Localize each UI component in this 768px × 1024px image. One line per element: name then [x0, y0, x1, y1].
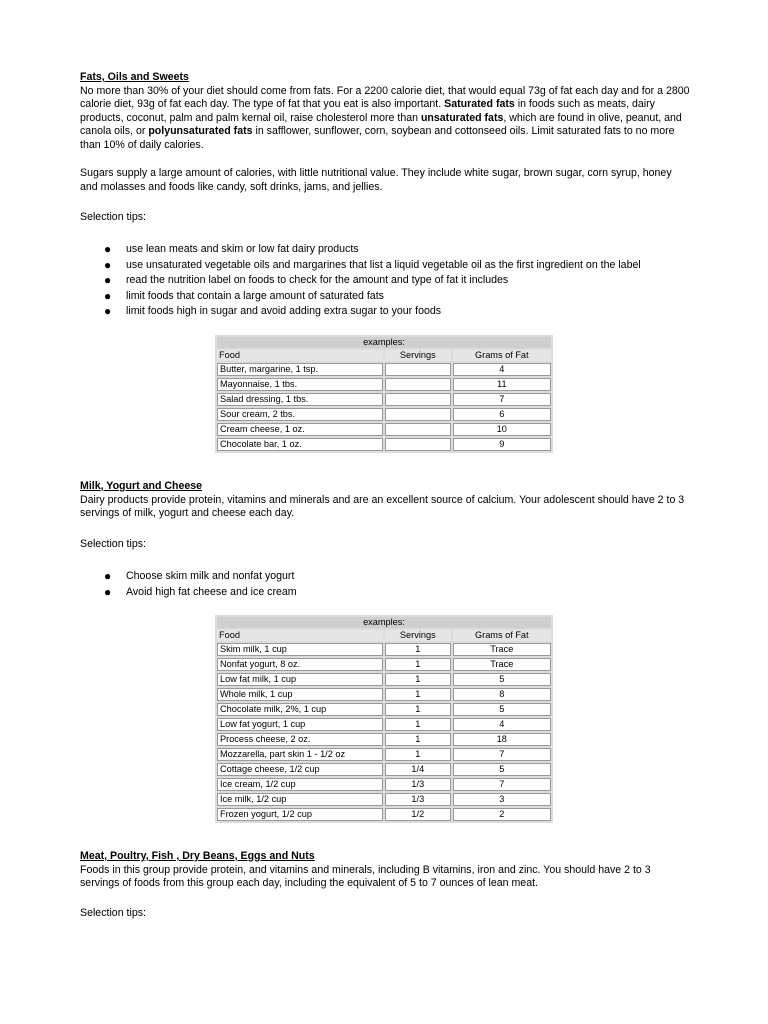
- bullet-icon: ●: [104, 304, 112, 319]
- bullet-icon: ●: [104, 584, 112, 599]
- selection-tips-label: Selection tips:: [80, 211, 146, 223]
- cell-servings: 1: [385, 703, 451, 716]
- cell-grams-of-fat: 4: [453, 363, 551, 376]
- cell-grams-of-fat: 5: [453, 703, 551, 716]
- cell-servings: 1: [385, 718, 451, 731]
- bullet-icon: ●: [104, 273, 112, 288]
- table-row: [217, 658, 551, 671]
- cell-servings: 1: [385, 733, 451, 746]
- list-item: ● Choose skim milk and nonfat yogurt: [104, 569, 295, 583]
- bullet-icon: ●: [104, 288, 112, 303]
- cell-food: Chocolate bar, 1 oz.: [217, 438, 383, 451]
- section-paragraph: No more than 30% of your diet should come from fats. For a 2200 calorie diet, that would equal 73g of fat each day and for a 2800 calorie diet, 93g of fat each day. The type of fat that you eat is also important. Saturated fats in foods such as meats, dairy products, coconut, palm and palm kernal oil, raise cholesterol more than unsaturated fats, which are found in olive, peanut, and canola oils, or polyunsaturated fats in safflower, sunflower, corn, soybean and cottonseed oils. Limit saturated fats to no more than 10% of daily calories.: [80, 84, 690, 151]
- selection-tips-label: Selection tips:: [80, 907, 146, 919]
- cell-grams-of-fat: 4: [453, 718, 551, 731]
- cell-servings: [385, 393, 451, 406]
- section-paragraph: Dairy products provide protein, vitamins and minerals and are an excellent source of calcium. Your adolescent should have 2 to 3 servings of milk, yogurt and cheese each day.: [80, 493, 685, 519]
- cell-grams-of-fat: 10: [453, 423, 551, 436]
- column-header-grams-of-fat: Grams of Fat: [453, 350, 551, 361]
- cell-grams-of-fat: Trace: [453, 658, 551, 671]
- cell-food: Mayonnaise, 1 tbs.: [217, 378, 383, 391]
- selection-tips-label-block: [80, 538, 690, 552]
- cell-grams-of-fat: 7: [453, 778, 551, 791]
- cell-grams-of-fat: 11: [453, 378, 551, 391]
- section-meat-poultry-fish: [80, 850, 690, 891]
- column-header-food: Food: [217, 350, 383, 361]
- list-item: ● use unsaturated vegetable oils and margarines that list a liquid vegetable oil as the first ingredient on the label: [104, 257, 641, 272]
- table-row: [217, 763, 551, 776]
- cell-food: Chocolate milk, 2%, 1 cup: [217, 703, 383, 716]
- cell-food: Whole milk, 1 cup: [217, 688, 383, 701]
- table-row: [217, 733, 551, 746]
- table-row: [217, 408, 551, 421]
- cell-servings: 1/2: [385, 808, 451, 821]
- cell-servings: [385, 363, 451, 376]
- selection-tips-label: Selection tips:: [80, 538, 146, 550]
- selection-tips-list: [80, 242, 641, 320]
- cell-food: Low fat yogurt, 1 cup: [217, 718, 383, 731]
- cell-servings: 1/4: [385, 763, 451, 776]
- cell-grams-of-fat: 3: [453, 793, 551, 806]
- cell-grams-of-fat: 7: [453, 748, 551, 761]
- cell-food: Nonfat yogurt, 8 oz.: [217, 658, 383, 671]
- list-item: ● limit foods high in sugar and avoid adding extra sugar to your foods: [104, 304, 442, 319]
- cell-food: Butter, margarine, 1 tsp.: [217, 363, 383, 376]
- table-row: [217, 393, 551, 406]
- cell-servings: 1/3: [385, 793, 451, 806]
- list-item: ● limit foods that contain a large amount of saturated fats: [104, 288, 384, 303]
- column-header-food: Food: [217, 630, 383, 641]
- cell-servings: 1: [385, 688, 451, 701]
- cell-food: Sour cream, 2 tbs.: [217, 408, 383, 421]
- cell-food: Salad dressing, 1 tbs.: [217, 393, 383, 406]
- table-caption: examples:: [217, 337, 551, 348]
- table-row: [217, 718, 551, 731]
- section-fats-oils-sweets: [80, 71, 690, 152]
- cell-grams-of-fat: 5: [453, 763, 551, 776]
- table-row: [217, 808, 551, 821]
- sugars-paragraph-block: [80, 167, 690, 194]
- bullet-icon: ●: [104, 242, 112, 256]
- table-row: [217, 643, 551, 656]
- section-paragraph: Sugars supply a large amount of calories, with little nutritional value. They include white sugar, brown sugar, corn syrup, honey and molasses and foods like candy, soft drinks, jams, and jellies.: [80, 167, 672, 193]
- cell-food: Cottage cheese, 1/2 cup: [217, 763, 383, 776]
- table-row: [217, 363, 551, 376]
- table-row: [217, 778, 551, 791]
- cell-grams-of-fat: 8: [453, 688, 551, 701]
- fats-examples-table: [215, 335, 553, 453]
- selection-tips-list: [80, 569, 297, 600]
- cell-food: Process cheese, 2 oz.: [217, 733, 383, 746]
- table-row: [217, 423, 551, 436]
- bullet-icon: ●: [104, 569, 112, 583]
- cell-grams-of-fat: 7: [453, 393, 551, 406]
- selection-tips-label-block: [80, 907, 690, 921]
- list-item: ● Avoid high fat cheese and ice cream: [104, 584, 297, 599]
- cell-food: Frozen yogurt, 1/2 cup: [217, 808, 383, 821]
- cell-food: Low fat milk, 1 cup: [217, 673, 383, 686]
- section-milk-yogurt-cheese: [80, 480, 690, 521]
- cell-grams-of-fat: Trace: [453, 643, 551, 656]
- cell-grams-of-fat: 5: [453, 673, 551, 686]
- table-row: [217, 688, 551, 701]
- cell-servings: 1: [385, 658, 451, 671]
- cell-servings: 1/3: [385, 778, 451, 791]
- list-item: ● read the nutrition label on foods to check for the amount and type of fat it includes: [104, 273, 509, 288]
- section-heading: Milk, Yogurt and Cheese: [80, 480, 203, 492]
- cell-servings: 1: [385, 673, 451, 686]
- cell-servings: [385, 438, 451, 451]
- cell-servings: 1: [385, 748, 451, 761]
- column-header-grams-of-fat: Grams of Fat: [453, 630, 551, 641]
- cell-servings: [385, 423, 451, 436]
- cell-food: Skim milk, 1 cup: [217, 643, 383, 656]
- list-item: ● use lean meats and skim or low fat dairy products: [104, 242, 359, 256]
- cell-grams-of-fat: 2: [453, 808, 551, 821]
- column-header-servings: Servings: [385, 350, 451, 361]
- table-caption: examples:: [217, 617, 551, 628]
- cell-grams-of-fat: 9: [453, 438, 551, 451]
- table-row: [217, 748, 551, 761]
- cell-servings: 1: [385, 643, 451, 656]
- dairy-examples-table: [215, 615, 553, 823]
- selection-tips-label-block: [80, 211, 690, 225]
- bullet-icon: ●: [104, 257, 112, 272]
- table-row: [217, 378, 551, 391]
- cell-servings: [385, 408, 451, 421]
- section-paragraph: Foods in this group provide protein, and vitamins and minerals, including B vitamins, iron and zinc. You should have 2 to 3 servings of foods from this group each day, including the equivalent of 5 to 7 ounces of lean meat.: [80, 863, 651, 889]
- table-row: [217, 438, 551, 451]
- cell-grams-of-fat: 6: [453, 408, 551, 421]
- table-row: [217, 673, 551, 686]
- cell-food: Ice milk, 1/2 cup: [217, 793, 383, 806]
- cell-food: Mozzarella, part skin 1 - 1/2 oz: [217, 748, 383, 761]
- table-row: [217, 793, 551, 806]
- cell-food: Ice cream, 1/2 cup: [217, 778, 383, 791]
- cell-grams-of-fat: 18: [453, 733, 551, 746]
- column-header-servings: Servings: [385, 630, 451, 641]
- table-row: [217, 703, 551, 716]
- cell-food: Cream cheese, 1 oz.: [217, 423, 383, 436]
- section-heading: Meat, Poultry, Fish , Dry Beans, Eggs and Nuts: [80, 850, 315, 862]
- section-heading: Fats, Oils and Sweets: [80, 71, 189, 83]
- cell-servings: [385, 378, 451, 391]
